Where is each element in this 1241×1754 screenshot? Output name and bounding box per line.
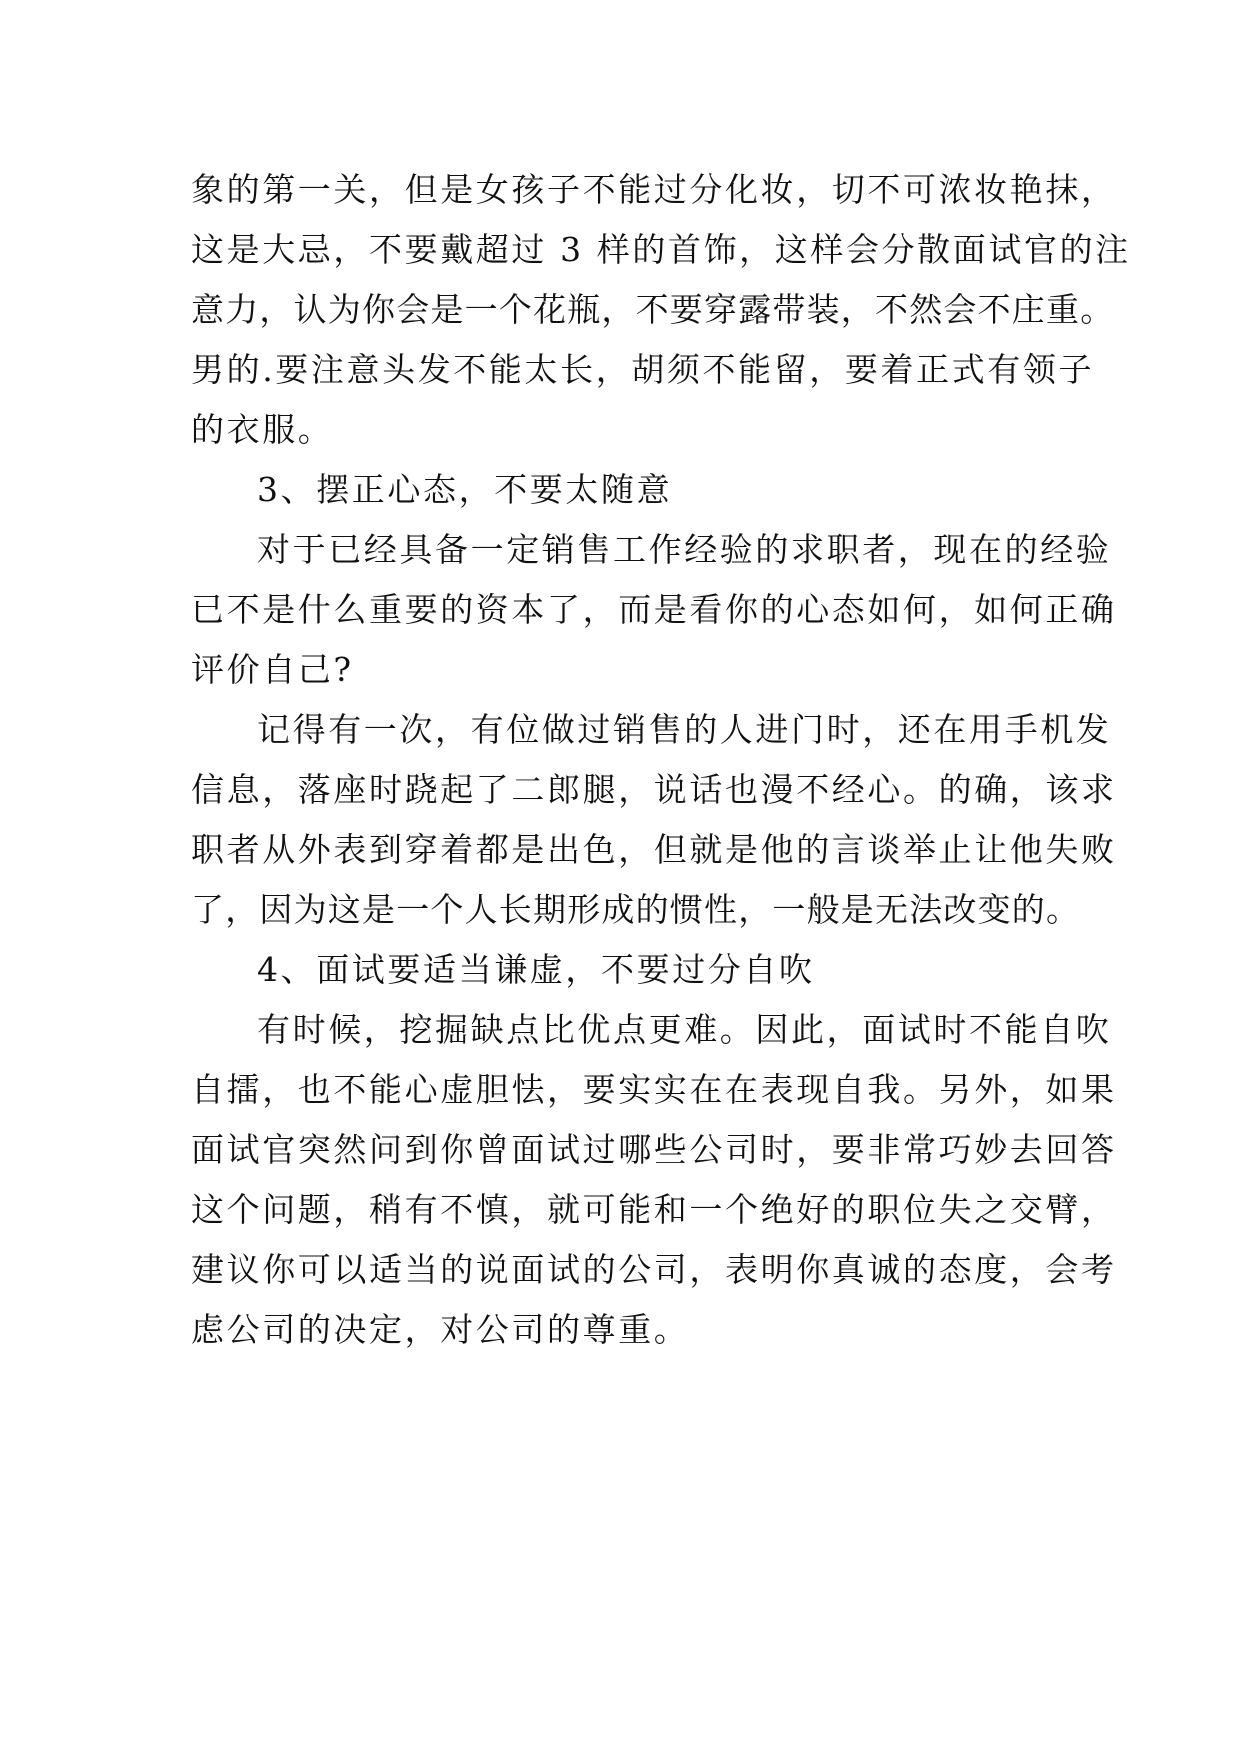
body-line-20: 虑公司的决定，对公司的尊重。 (191, 1310, 690, 1349)
body-line-15: 有时候，挖掘缺点比优点更难。因此，面试时不能自吹 (257, 1010, 1112, 1049)
body-line-11: 信息，落座时跷起了二郎腿，说话也漫不经心。的确，该求 (191, 770, 1117, 809)
body-line-2: 这是大忌，不要戴超过 3 样的首饰，这样会分散面试官的注 (191, 230, 1131, 269)
body-line-8: 已不是什么重要的资本了，而是看你的心态如何，如何正确 (191, 590, 1117, 629)
body-line-4: 男的.要注意头发不能太长，胡须不能留，要着正式有领子 (191, 350, 1095, 389)
body-line-7: 对于已经具备一定销售工作经验的求职者，现在的经验 (257, 530, 1112, 569)
body-line-9: 评价自己? (191, 650, 354, 689)
section-heading-4: 4、面试要适当谦虚，不要过分自吹 (257, 950, 815, 989)
body-line-10: 记得有一次，有位做过销售的人进门时，还在用手机发 (257, 710, 1112, 749)
document-body (191, 160, 1131, 1360)
body-line-5: 的衣服。 (191, 410, 334, 449)
body-line-12: 职者从外表到穿着都是出色，但就是他的言谈举止让他失败 (191, 830, 1117, 869)
body-line-1: 象的第一关，但是女孩子不能过分化妆，切不可浓妆艳抹， (191, 170, 1117, 209)
body-line-18: 这个问题，稍有不慎，就可能和一个绝好的职位失之交臂， (191, 1190, 1117, 1229)
body-line-13: 了，因为这是一个人长期形成的惯性，一般是无法改变的。 (191, 890, 1081, 929)
section-heading-3: 3、摆正心态，不要太随意 (257, 470, 673, 509)
body-line-3: 意力，认为你会是一个花瓶，不要穿露带装，不然会不庄重。 (191, 290, 1115, 329)
body-line-16: 自擂，也不能心虚胆怯，要实实在在表现自我。另外，如果 (191, 1070, 1117, 1109)
body-line-19: 建议你可以适当的说面试的公司，表明你真诚的态度，会考 (191, 1250, 1117, 1289)
body-line-17: 面试官突然问到你曾面试过哪些公司时，要非常巧妙去回答 (191, 1130, 1117, 1169)
